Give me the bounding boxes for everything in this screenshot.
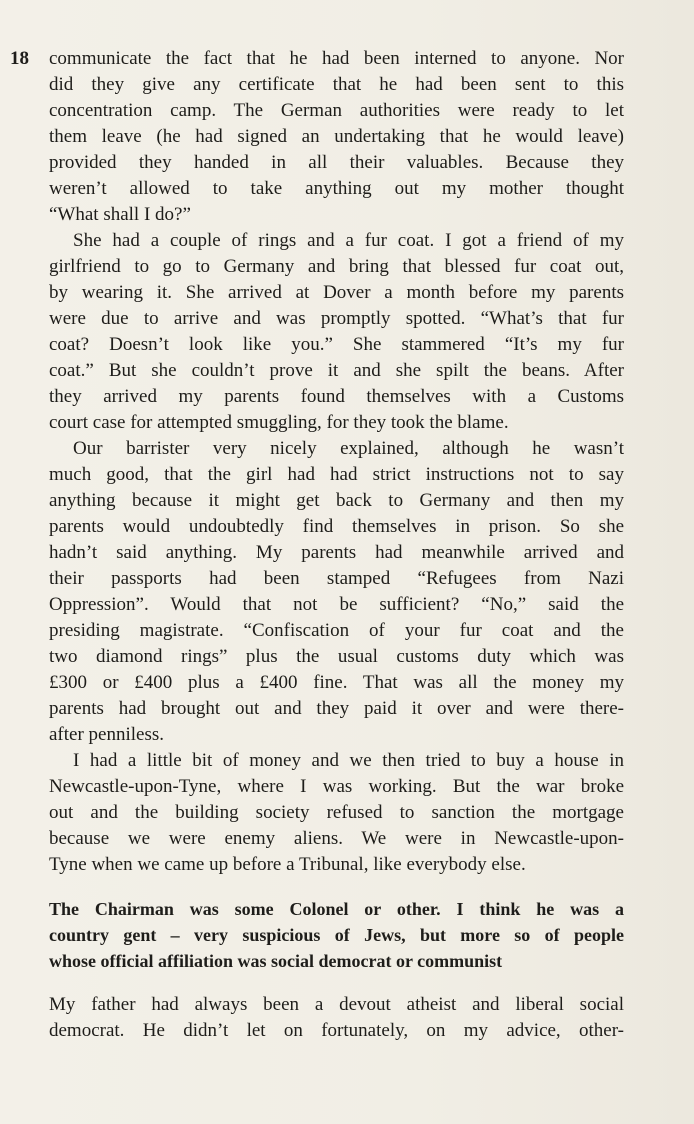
text-line: country gent – very suspicious of Jews, but more so of people: [49, 925, 624, 945]
text-line: were due to arrive and was promptly spotted. “What’s that fur: [49, 308, 624, 329]
text-line: Our barrister very nicely explained, although he wasn’t: [73, 438, 624, 459]
paragraph-1: [49, 46, 624, 228]
text-line: much good, that the girl had had strict instructions not to say: [49, 464, 624, 485]
text-line: out and the building society refused to sanction the mortgage: [49, 802, 624, 823]
text-line: presiding magistrate. “Confiscation of your fur coat and the: [49, 620, 624, 641]
text-line: their passports had been stamped “Refugees from Nazi: [49, 568, 624, 589]
text-line: She had a couple of rings and a fur coat. I got a friend of my: [73, 230, 624, 251]
text-line: girlfriend to go to Germany and bring that blessed fur coat out,: [49, 256, 624, 277]
text-line: parents had brought out and they paid it over and were there-: [49, 698, 624, 719]
text-line: democrat. He didn’t let on fortunately, on my advice, other-: [49, 1020, 624, 1041]
text-line: them leave (he had signed an undertaking that he would leave): [49, 126, 624, 147]
text-line: provided they handed in all their valuables. Because they: [49, 152, 624, 173]
text-line: whose official affiliation was social democrat or communist: [49, 951, 503, 971]
text-line: court case for attempted smuggling, for they took the blame.: [49, 412, 509, 433]
text-line: by wearing it. She arrived at Dover a month before my parents: [49, 282, 624, 303]
text-line: communicate the fact that he had been interned to anyone. Nor: [49, 48, 624, 69]
text-line: Oppression”. Would that not be sufficient? “No,” said the: [49, 594, 624, 615]
text-line: they arrived my parents found themselves with a Customs: [49, 386, 624, 407]
text-line: anything because it might get back to Germany and then my: [49, 490, 624, 511]
final-paragraph: [49, 992, 624, 1044]
text-line: weren’t allowed to take anything out my mother thought: [49, 178, 624, 199]
page-body: [49, 46, 624, 1044]
text-line: parents would undoubtedly find themselves in prison. So she: [49, 516, 624, 537]
text-line: Newcastle-upon-Tyne, where I was working. But the war broke: [49, 776, 624, 797]
text-line: because we were enemy aliens. We were in Newcastle-upon-: [49, 828, 624, 849]
bold-paragraph: [49, 896, 624, 974]
paragraph-4: [49, 748, 624, 878]
paragraph-2: [49, 228, 624, 436]
text-line: coat.” But she couldn’t prove it and she spilt the beans. After: [49, 360, 624, 381]
text-line: two diamond rings” plus the usual customs duty which was: [49, 646, 624, 667]
page-number: 18: [10, 48, 29, 69]
paragraph-3: [49, 436, 624, 748]
text-line: hadn’t said anything. My parents had meanwhile arrived and: [49, 542, 624, 563]
text-line: “What shall I do?”: [49, 204, 191, 225]
text-line: My father had always been a devout atheist and liberal social: [49, 994, 624, 1015]
text-line: Tyne when we came up before a Tribunal, like everybody else.: [49, 854, 526, 875]
text-line: did they give any certificate that he had been sent to this: [49, 74, 624, 95]
text-line: £300 or £400 plus a £400 fine. That was all the money my: [49, 672, 624, 693]
text-line: coat? Doesn’t look like you.” She stammered “It’s my fur: [49, 334, 624, 355]
text-line: I had a little bit of money and we then tried to buy a house in: [73, 750, 624, 771]
text-line: after penniless.: [49, 724, 165, 745]
text-line: concentration camp. The German authorities were ready to let: [49, 100, 624, 121]
text-line: The Chairman was some Colonel or other. I think he was a: [49, 899, 624, 919]
